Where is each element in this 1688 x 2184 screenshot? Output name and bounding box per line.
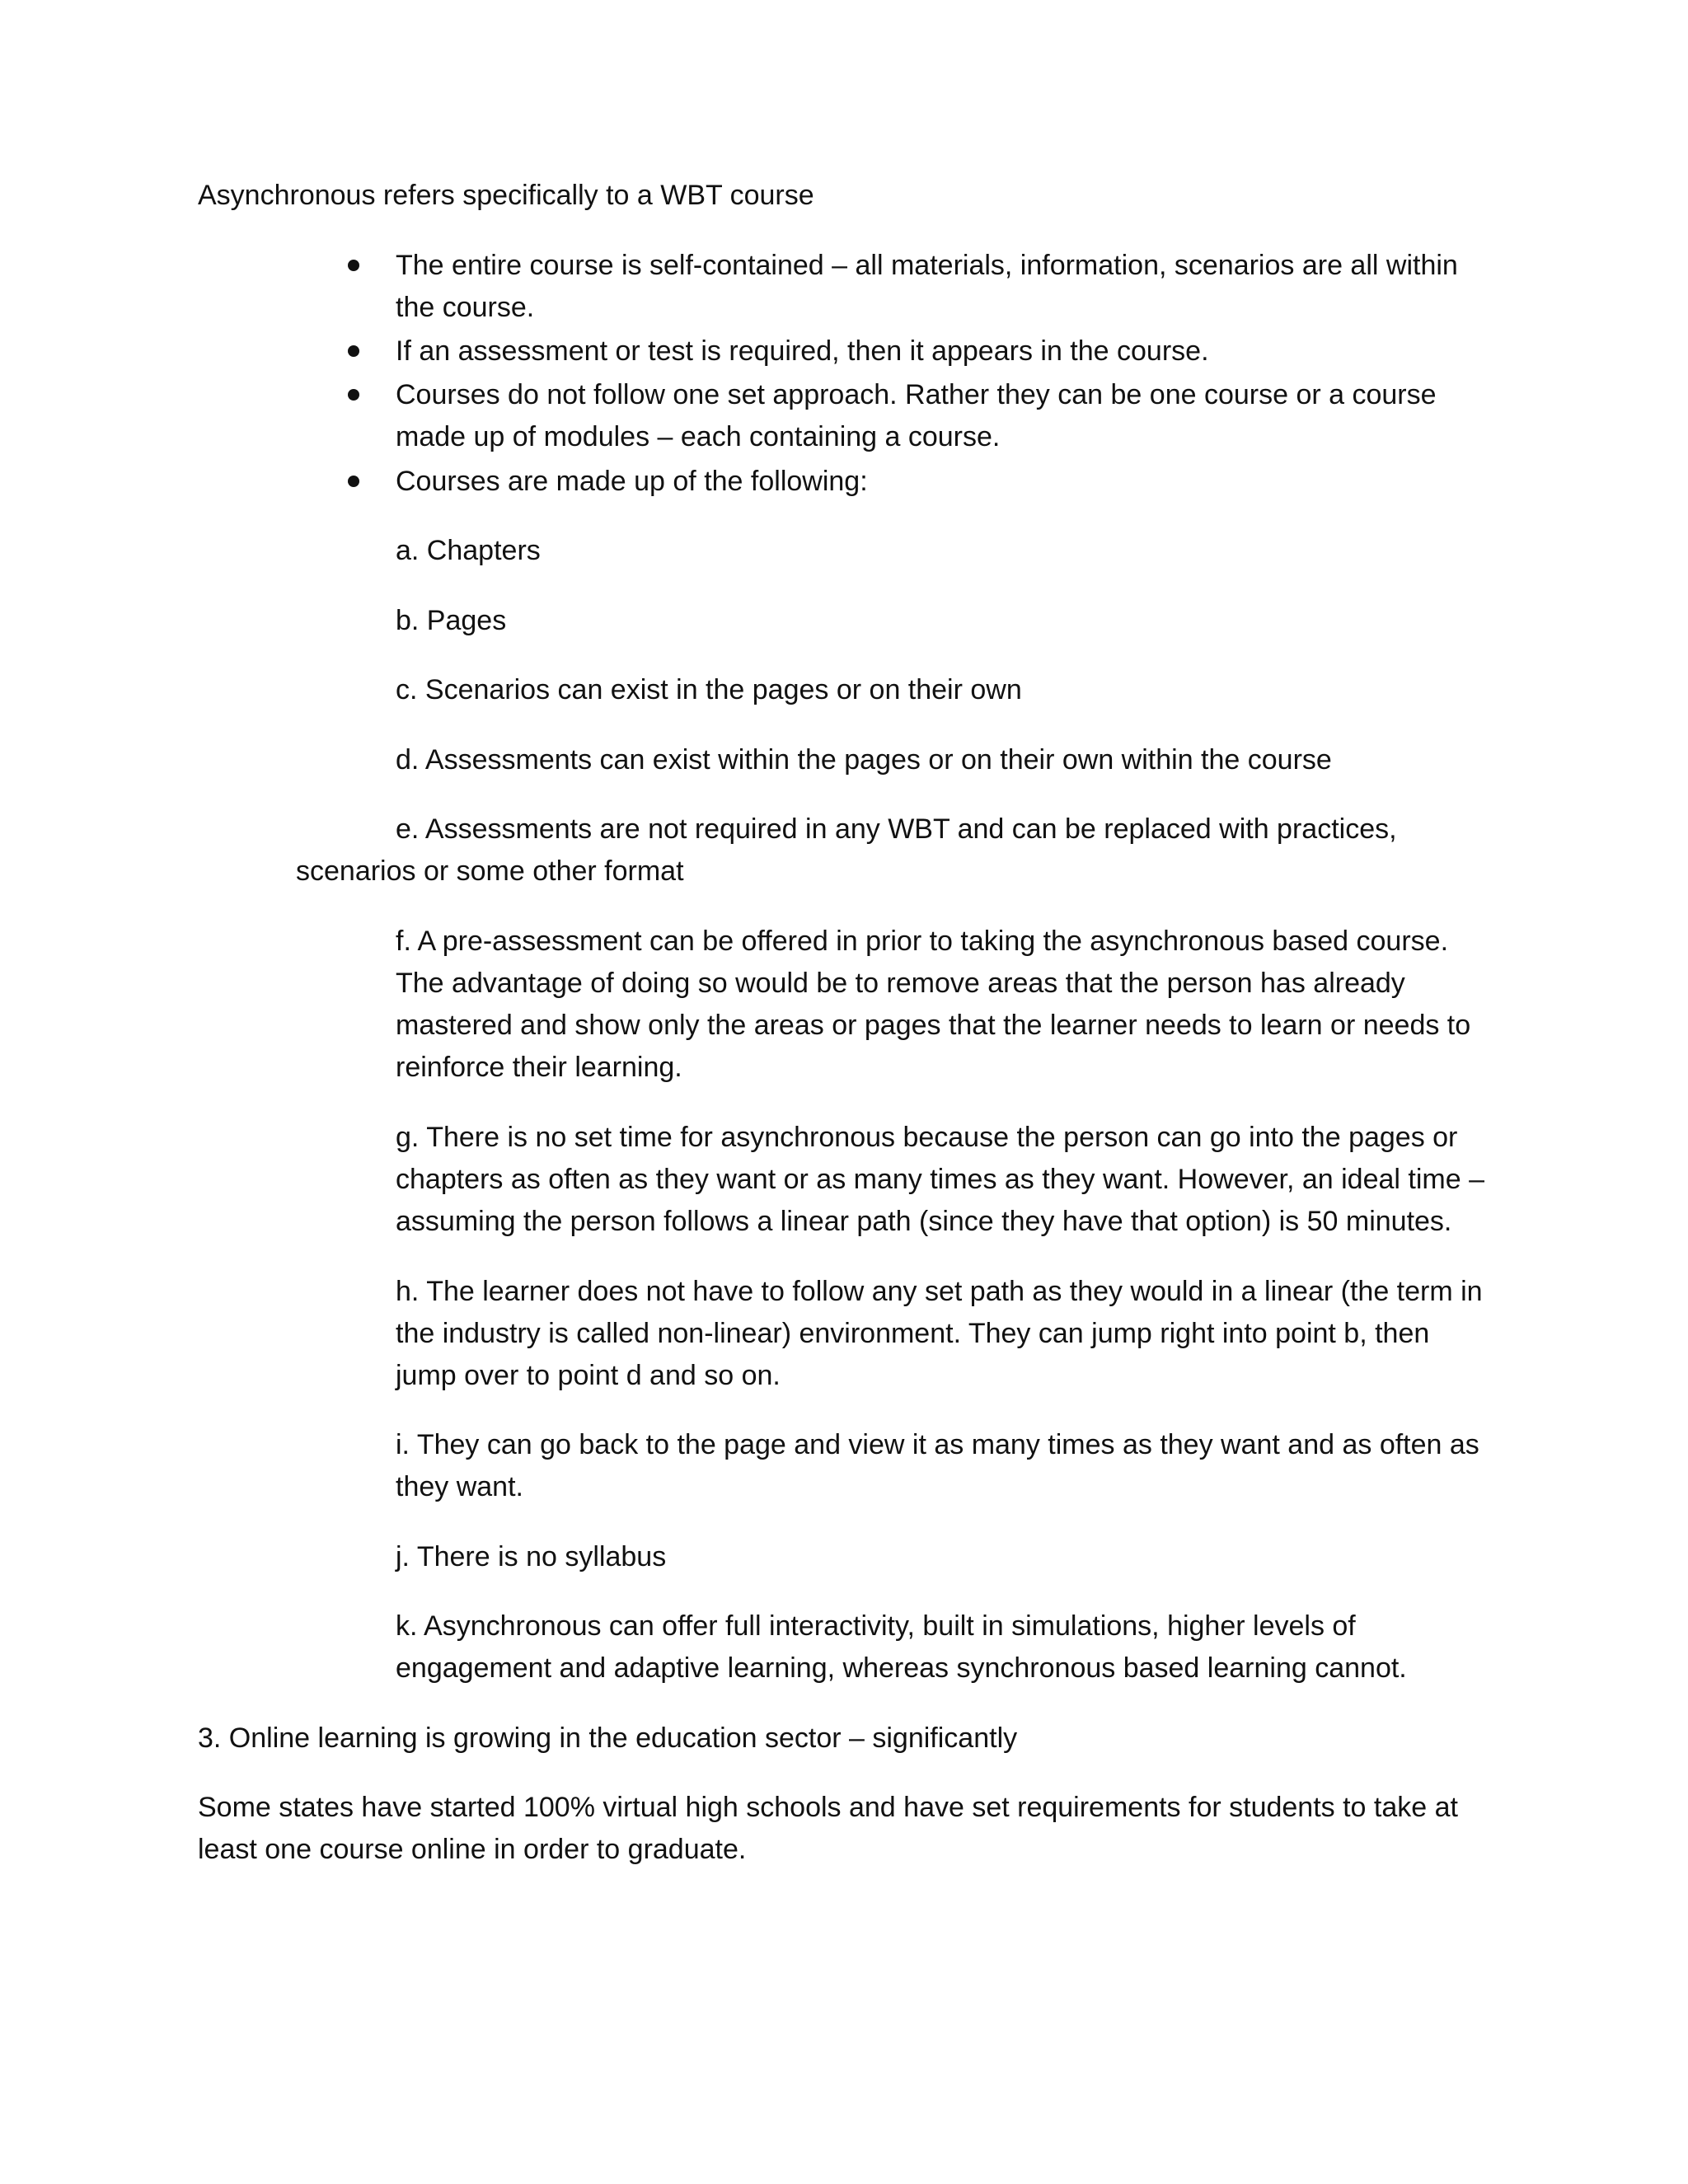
sub-item-a: a. Chapters [396,535,541,566]
closing-paragraph: Some states have started 100% virtual high schools and have set requirements for students to take at least one course online in order to graduate. [198,1792,1458,1865]
bullet-dot-icon [346,387,363,404]
bullet-item-3: Courses do not follow one set approach. Rather they can be one course or a course made up of modules – each containing a course. [396,379,1437,452]
sub-item-b: b. Pages [396,605,507,636]
bullet-dot-icon [346,474,363,490]
sub-item-k: k. Asynchronous can offer full interactivity, built in simulations, higher levels of engagement and adaptive learning, whereas synchronous based learning cannot. [396,1610,1407,1684]
point-3-heading: 3. Online learning is growing in the education sector – significantly [198,1722,1018,1754]
bullet-item-4: Courses are made up of the following: [396,466,868,497]
sub-item-h: h. The learner does not have to follow any set path as they would in a linear (the term in the industry is called non-linear) environment. They can jump right into point b, then jump over to point d and so on. [396,1276,1483,1391]
sub-item-d: d. Assessments can exist within the pages or on their own within the course [396,744,1332,776]
bullet-item-1: The entire course is self-contained – all materials, information, scenarios are all within the course. [396,250,1458,323]
intro-line: Asynchronous refers specifically to a WBT course [198,180,814,211]
sub-item-f: f. A pre-assessment can be offered in prior to taking the asynchronous based course. The advantage of doing so would be to remove areas that the person has already mastered and show only the areas or pages that the learner needs to learn or needs to reinforce their learning. [396,926,1471,1083]
sub-item-i: i. They can go back to the page and view it as many times as they want and as often as they want. [396,1429,1479,1502]
sub-item-e-continuation: scenarios or some other format [296,855,684,887]
bullet-item-2: If an assessment or test is required, then it appears in the course. [396,335,1209,367]
sub-item-e: e. Assessments are not required in any WBT and can be replaced with practices, [396,813,1397,845]
sub-item-j: j. There is no syllabus [396,1541,667,1572]
bullet-dot-icon [346,258,363,274]
sub-item-c: c. Scenarios can exist in the pages or on their own [396,674,1022,705]
bullet-dot-icon [346,344,363,360]
sub-item-g: g. There is no set time for asynchronous because the person can go into the pages or chapters as often as they want or as many times as they want. However, an ideal time – assuming the person follows a linear path (since they have that option) is 50 minutes. [396,1122,1484,1237]
